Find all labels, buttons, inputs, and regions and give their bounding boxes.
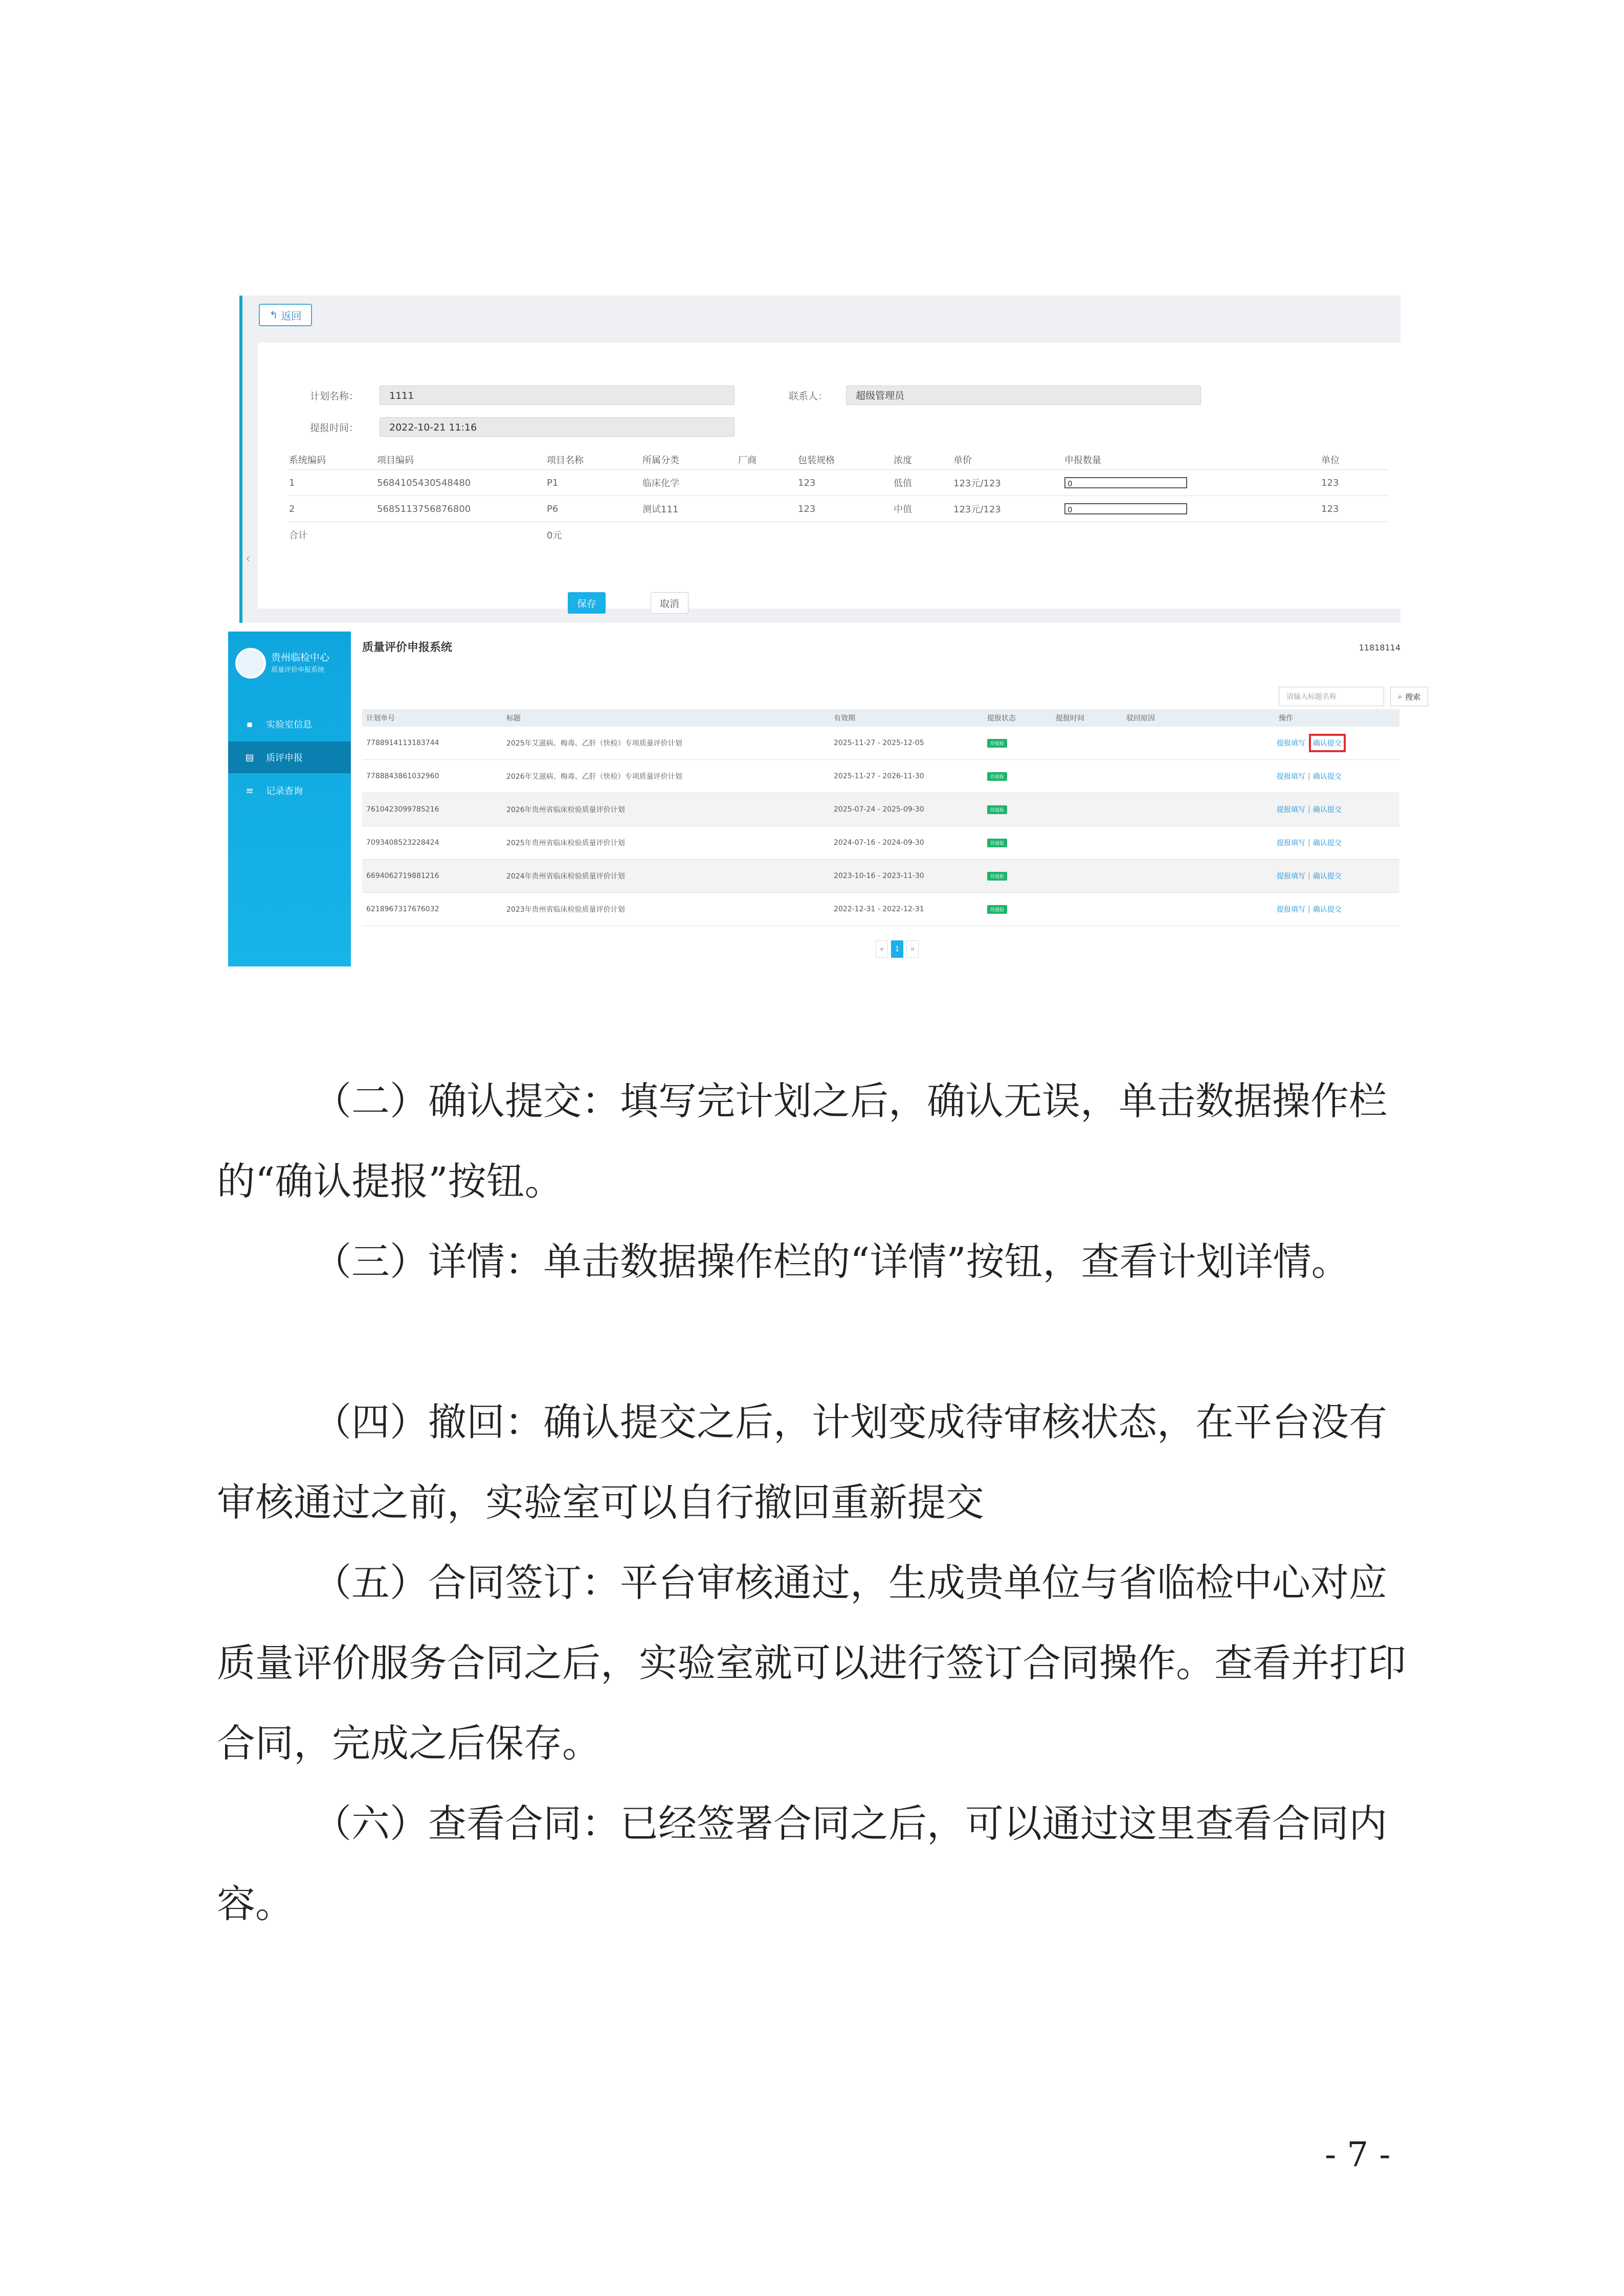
column-header: 申报数量 [1064,450,1321,470]
plan-number: 7788914113183744 [366,739,439,747]
table-cell: 测试111 [642,496,738,522]
plan-edit-screenshot [239,296,1400,623]
back-arrow-icon: ↰ [269,309,278,321]
fill-report-link[interactable]: 提报填写 [1277,839,1305,847]
plan-period: 2025-11-27 - 2026-11-30 [834,772,924,780]
list-icon: ▤ [245,752,254,763]
page-button[interactable]: 1 [891,940,903,958]
confirm-submit-link[interactable]: 确认提交 [1312,872,1342,881]
save-button[interactable]: 保存 [568,592,606,614]
table-row: 7093408523228424 2025年贵州省临床检验质量评价计划 2024-07-16 - 2024-09-30 待提报 提报填写 | 确认提交 [362,826,1399,860]
table-cell: 5685113756876800 [376,496,546,522]
page-number: - 7 - [1325,2135,1391,2174]
plan-name-label: 计划名称： [310,391,359,402]
column-header: 有效期 [834,714,855,723]
next-page-button[interactable]: » [906,940,919,958]
table-row [288,470,1388,496]
sidebar-item-label: 质评申报 [266,753,303,763]
back-button[interactable] [259,304,312,326]
sidebar-item-records[interactable] [228,775,351,806]
user-id: 11818114 [1359,643,1400,652]
table-row [288,496,1388,522]
logo-title: 贵州临检中心 [271,652,330,663]
collapse-arrow-icon[interactable]: ‹ [246,551,251,566]
status-badge: 待提报 [987,839,1007,847]
paragraph-details: （三）详情：单击数据操作栏的“详情”按钮，查看计划详情。 [313,1239,1350,1284]
table-cell: P1 [546,470,642,496]
plan-list-screenshot [228,632,1421,966]
fill-report-link[interactable]: 提报填写 [1277,906,1305,914]
column-header: 项目名称 [546,450,642,470]
plan-number: 6218967317676032 [366,905,439,913]
column-header: 标题 [506,714,521,723]
table-cell: 2 [288,496,376,522]
table-row: 7788843861032960 2026年艾滋病、梅毒、乙肝（快检）专项质量评价计划 2025-11-27 - 2026-11-30 待提报 提报填写 | 确认提交 [362,760,1399,793]
status-badge: 待提报 [987,805,1007,814]
quantity-input[interactable]: 0 [1064,477,1187,488]
total-row [288,522,1388,548]
plan-number: 7610423099785216 [366,805,439,814]
plan-period: 2025-11-27 - 2025-12-05 [834,739,924,747]
form-panel [258,343,1400,609]
plan-name-field[interactable]: 1111 [380,386,735,405]
sidebar-item-quality-report[interactable] [228,741,351,773]
fill-report-link[interactable]: 提报填写 [1277,872,1305,881]
table-cell: 123 [797,496,893,522]
search-input[interactable]: 请输入标题名称 [1279,687,1384,706]
table-cell: 123元/123 [953,496,1064,522]
total-value: 0元 [547,530,562,541]
plan-period: 2023-10-16 - 2023-11-30 [834,872,924,880]
left-accent-bar [239,296,242,623]
fill-report-link[interactable]: 提报填写 [1277,739,1305,748]
logo-subtitle: 质量评价申报系统 [271,666,325,674]
plan-number: 6694062719881216 [366,872,439,880]
sidebar [228,632,351,966]
system-title: 质量评价申报系统 [362,641,453,654]
table-cell: 123 [1321,470,1388,496]
report-time-label: 提报时间： [310,422,359,434]
back-button-label: 返回 [281,309,302,322]
column-header: 所属分类 [642,450,738,470]
column-header: 浓度 [893,450,953,470]
table-cell: 1 [288,470,376,496]
confirm-submit-link[interactable]: 确认提交 [1313,738,1342,748]
column-header: 计划单号 [366,714,395,723]
confirm-submit-link[interactable]: 确认提交 [1312,839,1342,847]
table-cell [738,470,797,496]
table-cell: 中值 [893,496,953,522]
contact-label: 联系人： [789,391,828,402]
table-row: 6218967317676032 2023年贵州省临床检验质量评价计划 2022-12-31 - 2022-12-31 待提报 提报填写 | 确认提交 [362,893,1399,926]
fill-report-link[interactable]: 提报填写 [1277,806,1305,814]
column-header: 单价 [953,450,1064,470]
prev-page-button[interactable]: « [876,940,888,958]
column-header: 包装规格 [797,450,893,470]
table-header-row [362,709,1399,727]
sidebar-item-label: 实验室信息 [266,719,312,730]
paragraph-contract-sign: （五）合同签订：平台审核通过，生成贵单位与省临检中心对应质量评价服务合同之后，实验室就可以进行签订合同操作。查看并打印合同，完成之后保存。 [217,1560,1407,1766]
plan-title: 2025年贵州省临床检验质量评价计划 [506,839,625,847]
search-button-label: 搜索 [1405,692,1421,702]
table-row: 7788914113183744 2025年艾滋病、梅毒、乙肝（快检）专项质量评价计划 2025-11-27 - 2025-12-05 待提报 提报填写 | 确认提交 [362,727,1399,760]
plan-number: 7093408523228424 [366,839,439,847]
search-icon: ⌕ [1397,692,1403,701]
plan-title: 2026年艾滋病、梅毒、乙肝（快检）专项质量评价计划 [506,773,682,781]
id-card-icon: ▪ [246,718,253,730]
sidebar-item-lab-info[interactable] [228,708,351,740]
status-badge: 待提报 [987,772,1007,781]
plan-number: 7788843861032960 [366,772,439,780]
column-header: 提报时间 [1056,714,1084,723]
confirm-submit-link[interactable]: 确认提交 [1312,806,1342,814]
quantity-cell [1064,496,1321,522]
table-cell: P6 [546,496,642,522]
contact-field[interactable]: 超级管理员 [846,386,1201,405]
status-badge: 待提报 [987,872,1007,881]
quantity-input[interactable]: 0 [1064,503,1187,514]
cancel-button[interactable]: 取消 [651,592,688,614]
logo-icon [235,648,266,679]
column-header: 系统编码 [288,450,376,470]
status-badge: 待提报 [987,905,1007,914]
confirm-submit-link[interactable]: 确认提交 [1312,773,1342,781]
report-time-field[interactable]: 2022-10-21 11:16 [380,417,735,437]
table-cell: 低值 [893,470,953,496]
total-label: 合计 [289,530,307,541]
paragraph-withdraw: （四）撤回：确认提交之后，计划变成待审核状态，在平台没有审核通过之前，实验室可以自行撤回重新提交 [217,1400,1388,1525]
column-header: 单位 [1321,450,1388,470]
quantity-cell [1064,470,1321,496]
table-cell: 123 [797,470,893,496]
plan-title: 2026年贵州省临床检验质量评价计划 [506,806,625,814]
search-button[interactable] [1390,687,1428,706]
table-cell: 123 [1321,496,1388,522]
plan-period: 2022-12-31 - 2022-12-31 [834,905,924,913]
status-badge: 待提报 [987,739,1007,748]
table-header-row [288,450,1388,470]
plan-title: 2023年贵州省临床检验质量评价计划 [506,906,625,914]
table-row: 7610423099785216 2026年贵州省临床检验质量评价计划 2025-07-24 - 2025-09-30 待提报 提报填写 | 确认提交 [362,793,1399,826]
confirm-submit-link[interactable]: 确认提交 [1312,906,1342,914]
column-header: 驳回原因 [1126,714,1155,723]
project-table [288,450,1388,548]
plan-title: 2025年艾滋病、梅毒、乙肝（快检）专项质量评价计划 [506,739,682,748]
paragraph-view-contract: （六）查看合同：已经签署合同之后，可以通过这里查看合同内容。 [217,1801,1388,1926]
sidebar-item-label: 记录查询 [266,786,303,797]
column-header: 操作 [1279,714,1293,723]
table-row: 6694062719881216 2024年贵州省临床检验质量评价计划 2023-10-16 - 2023-11-30 待提报 提报填写 | 确认提交 [362,860,1399,893]
table-cell: 123元/123 [953,470,1064,496]
plan-table [362,709,1399,926]
fill-report-link[interactable]: 提报填写 [1277,773,1305,781]
column-header: 厂商 [738,450,797,470]
table-cell: 临床化学 [642,470,738,496]
plan-title: 2024年贵州省临床检验质量评价计划 [506,872,625,881]
paragraph-confirm-submit: （二）确认提交：填写完计划之后，确认无误，单击数据操作栏的“确认提报”按钮。 [217,1078,1388,1204]
list-icon: ≡ [246,785,254,796]
column-header: 提报状态 [987,714,1016,723]
column-header: 项目编码 [376,450,546,470]
plan-period: 2025-07-24 - 2025-09-30 [834,805,924,814]
pagination [876,940,919,958]
table-cell: 5684105430548480 [376,470,546,496]
table-cell [738,496,797,522]
plan-period: 2024-07-16 - 2024-09-30 [834,839,924,847]
